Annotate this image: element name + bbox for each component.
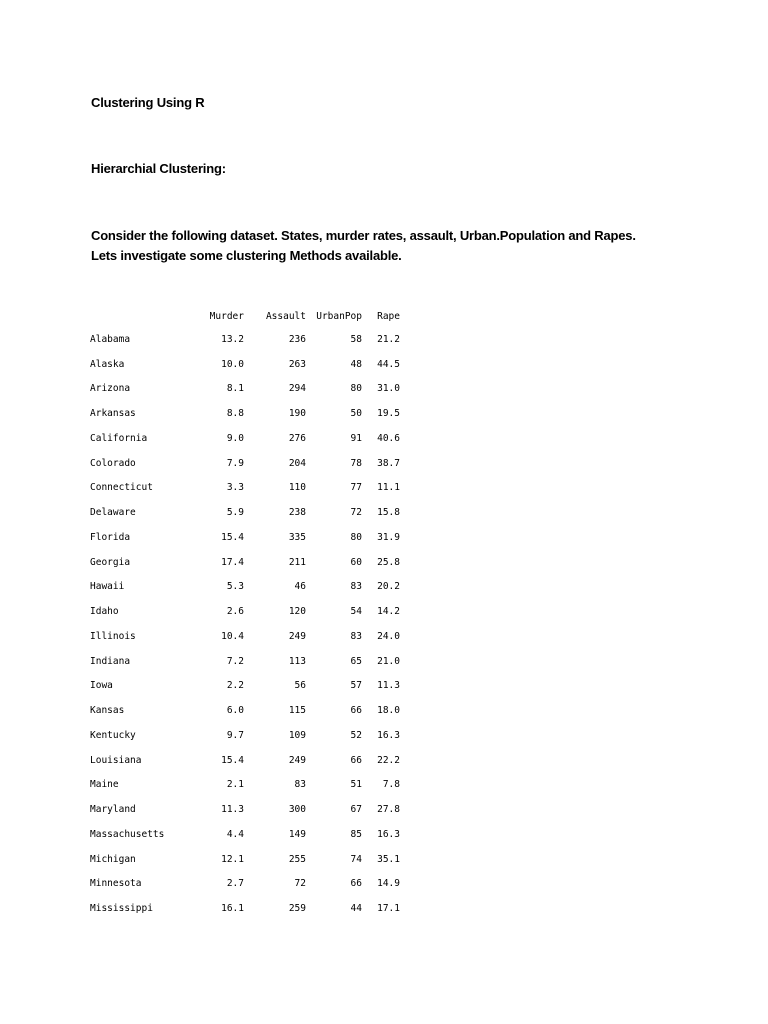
cell-state: Mississippi	[90, 903, 153, 915]
cell-murder: 8.1	[226, 383, 244, 395]
cell-rape: 16.3	[377, 729, 400, 741]
cell-assault: 263	[288, 358, 306, 370]
cell-state: Louisiana	[90, 754, 142, 766]
cell-state: Colorado	[90, 457, 136, 469]
header-urbanpop: UrbanPop	[316, 310, 362, 322]
table-row	[90, 327, 400, 352]
cell-urbanpop: 83	[350, 581, 362, 593]
cell-murder: 2.7	[226, 878, 244, 890]
cell-urbanpop: 67	[350, 804, 362, 816]
cell-assault: 300	[288, 804, 306, 816]
cell-rape: 11.1	[377, 482, 400, 494]
table-row	[90, 847, 400, 872]
table-body	[90, 327, 400, 921]
cell-assault: 120	[288, 606, 306, 618]
table-row	[90, 500, 400, 525]
cell-murder: 2.6	[226, 606, 244, 618]
section-title: Hierarchial Clustering:	[91, 161, 226, 176]
cell-urbanpop: 80	[350, 531, 362, 543]
cell-murder: 2.1	[226, 779, 244, 791]
cell-murder: 7.9	[226, 457, 244, 469]
header-murder: Murder	[209, 310, 244, 322]
cell-assault: 110	[288, 482, 306, 494]
cell-state: Alabama	[90, 333, 131, 345]
cell-rape: 38.7	[377, 457, 400, 469]
cell-state: Arizona	[90, 383, 131, 395]
cell-murder: 17.4	[221, 556, 244, 568]
cell-murder: 7.2	[226, 655, 244, 667]
table-row	[90, 476, 400, 501]
table-row	[90, 797, 400, 822]
cell-murder: 15.4	[221, 754, 244, 766]
table-row	[90, 896, 400, 921]
crime-data-table	[90, 305, 400, 921]
table-row	[90, 723, 400, 748]
cell-rape: 22.2	[377, 754, 400, 766]
cell-assault: 236	[288, 333, 306, 345]
cell-assault: 255	[288, 853, 306, 865]
document-title: Clustering Using R	[91, 95, 205, 110]
cell-urbanpop: 80	[350, 383, 362, 395]
table-row	[90, 401, 400, 426]
cell-rape: 21.0	[377, 655, 400, 667]
table-row	[90, 377, 400, 402]
cell-rape: 17.1	[377, 903, 400, 915]
cell-assault: 259	[288, 903, 306, 915]
cell-urbanpop: 58	[350, 333, 362, 345]
table-row	[90, 451, 400, 476]
cell-state: Arkansas	[90, 408, 136, 420]
cell-murder: 15.4	[221, 531, 244, 543]
cell-murder: 2.2	[226, 680, 244, 692]
cell-assault: 56	[294, 680, 306, 692]
cell-state: Minnesota	[90, 878, 142, 890]
cell-urbanpop: 78	[350, 457, 362, 469]
header-state	[90, 305, 180, 327]
cell-rape: 44.5	[377, 358, 400, 370]
cell-state: Maine	[90, 779, 119, 791]
header-assault: Assault	[265, 310, 306, 322]
cell-urbanpop: 66	[350, 705, 362, 717]
cell-rape: 24.0	[377, 630, 400, 642]
cell-state: Massachusetts	[90, 828, 165, 840]
table-row	[90, 352, 400, 377]
cell-rape: 19.5	[377, 408, 400, 420]
cell-rape: 31.9	[377, 531, 400, 543]
table-row	[90, 550, 400, 575]
cell-murder: 16.1	[221, 903, 244, 915]
cell-murder: 9.7	[226, 729, 244, 741]
cell-murder: 8.8	[226, 408, 244, 420]
cell-state: Connecticut	[90, 482, 153, 494]
cell-assault: 115	[288, 705, 306, 717]
cell-rape: 27.8	[377, 804, 400, 816]
cell-urbanpop: 91	[350, 432, 362, 444]
cell-murder: 10.4	[221, 630, 244, 642]
cell-urbanpop: 65	[350, 655, 362, 667]
cell-state: Indiana	[90, 655, 131, 667]
cell-state: Illinois	[90, 630, 136, 642]
table-row	[90, 624, 400, 649]
table-row	[90, 773, 400, 798]
table-row	[90, 426, 400, 451]
cell-murder: 4.4	[226, 828, 244, 840]
cell-assault: 83	[294, 779, 306, 791]
cell-assault: 211	[288, 556, 306, 568]
table-row	[90, 674, 400, 699]
cell-urbanpop: 44	[350, 903, 362, 915]
cell-urbanpop: 72	[350, 507, 362, 519]
cell-murder: 13.2	[221, 333, 244, 345]
cell-state: Kansas	[90, 705, 125, 717]
cell-murder: 5.9	[226, 507, 244, 519]
table-row	[90, 822, 400, 847]
table-row	[90, 872, 400, 897]
cell-urbanpop: 54	[350, 606, 362, 618]
cell-rape: 14.9	[377, 878, 400, 890]
cell-state: Hawaii	[90, 581, 125, 593]
cell-urbanpop: 57	[350, 680, 362, 692]
cell-assault: 276	[288, 432, 306, 444]
table-row	[90, 698, 400, 723]
cell-state: Michigan	[90, 853, 136, 865]
cell-murder: 10.0	[221, 358, 244, 370]
cell-rape: 15.8	[377, 507, 400, 519]
cell-assault: 204	[288, 457, 306, 469]
cell-rape: 18.0	[377, 705, 400, 717]
header-rape: Rape	[377, 310, 400, 322]
cell-assault: 249	[288, 630, 306, 642]
cell-state: Delaware	[90, 507, 136, 519]
cell-urbanpop: 85	[350, 828, 362, 840]
cell-murder: 9.0	[226, 432, 244, 444]
table-row	[90, 525, 400, 550]
cell-rape: 25.8	[377, 556, 400, 568]
cell-murder: 3.3	[226, 482, 244, 494]
cell-urbanpop: 83	[350, 630, 362, 642]
cell-murder: 11.3	[221, 804, 244, 816]
cell-state: California	[90, 432, 148, 444]
table-row	[90, 575, 400, 600]
cell-assault: 335	[288, 531, 306, 543]
cell-state: Idaho	[90, 606, 119, 618]
cell-urbanpop: 66	[350, 754, 362, 766]
cell-urbanpop: 66	[350, 878, 362, 890]
cell-assault: 294	[288, 383, 306, 395]
cell-rape: 14.2	[377, 606, 400, 618]
intro-paragraph: Consider the following dataset. States, murder rates, assault, Urban.Population and Rapes. Lets investigate some clustering Methods available.	[91, 228, 636, 263]
cell-urbanpop: 74	[350, 853, 362, 865]
table-header-row	[90, 305, 400, 327]
cell-rape: 16.3	[377, 828, 400, 840]
cell-state: Florida	[90, 531, 131, 543]
cell-assault: 109	[288, 729, 306, 741]
table-row	[90, 748, 400, 773]
cell-rape: 21.2	[377, 333, 400, 345]
cell-urbanpop: 50	[350, 408, 362, 420]
cell-urbanpop: 48	[350, 358, 362, 370]
cell-state: Georgia	[90, 556, 131, 568]
cell-assault: 46	[294, 581, 306, 593]
cell-urbanpop: 77	[350, 482, 362, 494]
cell-state: Kentucky	[90, 729, 136, 741]
cell-assault: 238	[288, 507, 306, 519]
cell-murder: 6.0	[226, 705, 244, 717]
cell-assault: 113	[288, 655, 306, 667]
cell-urbanpop: 51	[350, 779, 362, 791]
cell-assault: 190	[288, 408, 306, 420]
cell-state: Maryland	[90, 804, 136, 816]
cell-murder: 5.3	[226, 581, 244, 593]
cell-urbanpop: 52	[350, 729, 362, 741]
cell-rape: 31.0	[377, 383, 400, 395]
cell-rape: 11.3	[377, 680, 400, 692]
cell-assault: 72	[294, 878, 306, 890]
cell-rape: 35.1	[377, 853, 400, 865]
cell-rape: 20.2	[377, 581, 400, 593]
cell-assault: 149	[288, 828, 306, 840]
table-row	[90, 649, 400, 674]
cell-urbanpop: 60	[350, 556, 362, 568]
cell-state: Alaska	[90, 358, 125, 370]
cell-rape: 7.8	[382, 779, 400, 791]
cell-state: Iowa	[90, 680, 113, 692]
cell-rape: 40.6	[377, 432, 400, 444]
cell-murder: 12.1	[221, 853, 244, 865]
table-row	[90, 599, 400, 624]
cell-assault: 249	[288, 754, 306, 766]
